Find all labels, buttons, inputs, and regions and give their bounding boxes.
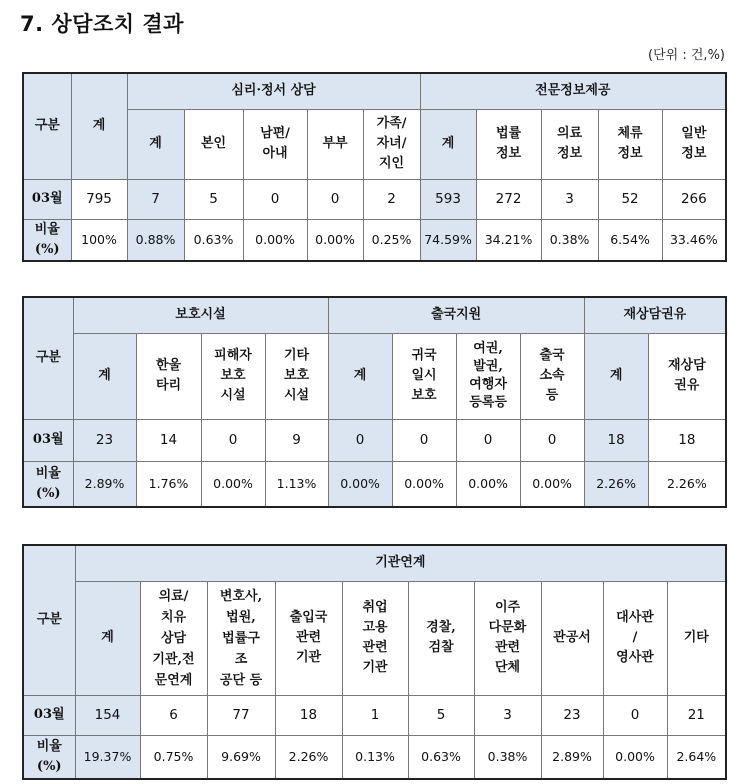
- table-cell: 100%: [71, 219, 127, 261]
- sub-header: 체류 정보: [598, 109, 662, 179]
- table-cell: 34.21%: [476, 219, 541, 261]
- sub-header: 귀국 일시 보호: [392, 333, 456, 419]
- table-cell: 3: [541, 179, 598, 219]
- sub-header: 계: [73, 333, 136, 419]
- table-cell: 2: [363, 179, 420, 219]
- table-cell: 6: [140, 695, 207, 735]
- sub-header: 이주 다문화 관련 단체: [474, 581, 541, 695]
- table-cell: 23: [73, 419, 136, 461]
- sub-header: 의료/ 치유 상담 기관,전 문연계: [140, 581, 207, 695]
- sub-header: 법률 정보: [476, 109, 541, 179]
- sub-header: 계: [75, 581, 140, 695]
- unit-label: (단위 : 건,%): [648, 48, 725, 63]
- table-row: [23, 695, 726, 735]
- table-cell: 0: [603, 695, 667, 735]
- table-cell: 0.00%: [520, 461, 584, 507]
- table-row: [23, 419, 726, 461]
- table-cell: 0.63%: [408, 735, 474, 779]
- row-label: 비율 (%): [23, 735, 75, 779]
- sub-header: 출입국 관련 기관: [275, 581, 342, 695]
- sub-header: 피해자 보호 시설: [201, 333, 265, 419]
- table-cell: 18: [584, 419, 648, 461]
- table-cell: 23: [541, 695, 603, 735]
- table-cell: 0.25%: [363, 219, 420, 261]
- table-cell: 0.38%: [541, 219, 598, 261]
- sub-header: 일반 정보: [662, 109, 726, 179]
- sub-header: 대사관 / 영사관: [603, 581, 667, 695]
- table-cell: 3: [474, 695, 541, 735]
- row-label: 비율 (%): [23, 461, 73, 507]
- sub-header: 관공서: [541, 581, 603, 695]
- table-cell: 5: [408, 695, 474, 735]
- section-title: 7. 상담조치 결과: [20, 12, 184, 36]
- sub-header: 계: [420, 109, 476, 179]
- row-label: 03월: [23, 179, 71, 219]
- table-cell: 18: [648, 419, 726, 461]
- table-cell: 0.88%: [127, 219, 184, 261]
- table-cell: 74.59%: [420, 219, 476, 261]
- sub-header: 계: [127, 109, 184, 179]
- table-row: [23, 735, 726, 779]
- table-cell: 2.26%: [584, 461, 648, 507]
- table-counseling: [22, 72, 727, 262]
- table-cell: 2.89%: [541, 735, 603, 779]
- row-label: 03월: [23, 695, 75, 735]
- group-header: 재상담권유: [584, 297, 726, 333]
- row-header-label: 구분: [23, 545, 75, 695]
- table-cell: 154: [75, 695, 140, 735]
- row-label: 03월: [23, 419, 73, 461]
- table-cell: 0: [456, 419, 520, 461]
- table-cell: 593: [420, 179, 476, 219]
- table-institution-link: [22, 544, 727, 780]
- group-header: 기관연계: [75, 545, 726, 581]
- table-cell: 0: [392, 419, 456, 461]
- row-label: 비율 (%): [23, 219, 71, 261]
- table-cell: 0.00%: [243, 219, 307, 261]
- table-cell: 9.69%: [207, 735, 275, 779]
- table-cell: 0: [201, 419, 265, 461]
- sub-header: 계: [584, 333, 648, 419]
- row-header-label: 구분: [23, 297, 73, 419]
- table-cell: 9: [265, 419, 328, 461]
- table-cell: 795: [71, 179, 127, 219]
- table-cell: 18: [275, 695, 342, 735]
- table-cell: 0: [243, 179, 307, 219]
- table-cell: 0.00%: [201, 461, 265, 507]
- table-cell: 0.00%: [307, 219, 363, 261]
- table-cell: 0.00%: [456, 461, 520, 507]
- table-cell: 7: [127, 179, 184, 219]
- table-cell: 6.54%: [598, 219, 662, 261]
- table-cell: 77: [207, 695, 275, 735]
- table-cell: 5: [184, 179, 243, 219]
- table-cell: 2.89%: [73, 461, 136, 507]
- table-row: [23, 461, 726, 507]
- sub-header: 기타: [667, 581, 726, 695]
- sub-header: 가족/ 자녀/ 지인: [363, 109, 420, 179]
- table-cell: 2.26%: [648, 461, 726, 507]
- sub-header: 남편/ 아내: [243, 109, 307, 179]
- table-cell: 272: [476, 179, 541, 219]
- sub-header: 본인: [184, 109, 243, 179]
- sub-header: 경찰, 검찰: [408, 581, 474, 695]
- table-cell: 0.00%: [603, 735, 667, 779]
- total-header: 계: [71, 73, 127, 179]
- sub-header: 계: [328, 333, 392, 419]
- table-cell: 52: [598, 179, 662, 219]
- sub-header: 한울 타리: [136, 333, 201, 419]
- table-cell: 0.00%: [392, 461, 456, 507]
- table-cell: 1: [342, 695, 408, 735]
- table-cell: 0.13%: [342, 735, 408, 779]
- sub-header: 취업 고용 관련 기관: [342, 581, 408, 695]
- table-cell: 19.37%: [75, 735, 140, 779]
- table-cell: 14: [136, 419, 201, 461]
- sub-header: 의료 정보: [541, 109, 598, 179]
- table-cell: 0: [328, 419, 392, 461]
- sub-header: 출국 소속 등: [520, 333, 584, 419]
- table-cell: 2.26%: [275, 735, 342, 779]
- sub-header: 기타 보호 시설: [265, 333, 328, 419]
- table-cell: 2.64%: [667, 735, 726, 779]
- table-shelter-departure: [22, 296, 727, 508]
- table-row: [23, 179, 726, 219]
- table-cell: 0: [520, 419, 584, 461]
- table-cell: 0.63%: [184, 219, 243, 261]
- table-cell: 0: [307, 179, 363, 219]
- sub-header: 변호사, 법원, 법률구 조 공단 등: [207, 581, 275, 695]
- table-cell: 0.00%: [328, 461, 392, 507]
- table-cell: 266: [662, 179, 726, 219]
- group-header: 보호시설: [73, 297, 328, 333]
- table-cell: 21: [667, 695, 726, 735]
- row-header-label: 구분: [23, 73, 71, 179]
- sub-header: 부부: [307, 109, 363, 179]
- group-header: 심리·정서 상담: [127, 73, 420, 109]
- table-cell: 0.38%: [474, 735, 541, 779]
- table-cell: 33.46%: [662, 219, 726, 261]
- group-header: 출국지원: [328, 297, 584, 333]
- group-header: 전문정보제공: [420, 73, 726, 109]
- table-cell: 1.76%: [136, 461, 201, 507]
- table-cell: 1.13%: [265, 461, 328, 507]
- sub-header: 여권, 발권, 여행자 등록등: [456, 333, 520, 419]
- table-row: [23, 219, 726, 261]
- table-cell: 0.75%: [140, 735, 207, 779]
- sub-header: 재상담 권유: [648, 333, 726, 419]
